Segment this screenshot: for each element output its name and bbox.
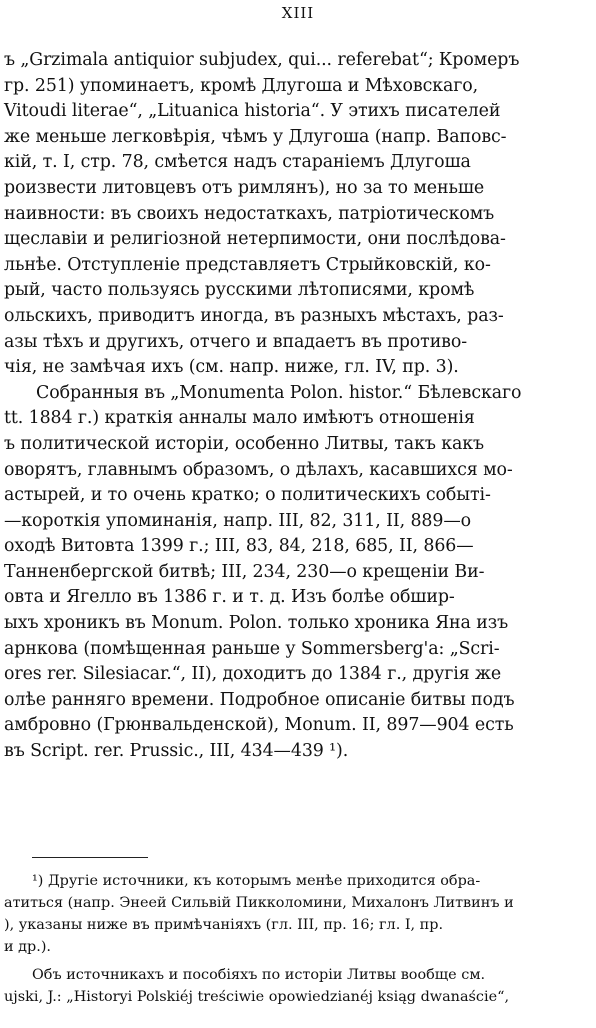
footnote-line: и др.).: [4, 939, 52, 955]
text-line: Танненбергской битвѣ; III, 234, 230—о крещеніи Ви-: [4, 561, 485, 582]
text-line: ыхъ хроникъ въ Monum. Polon. только хроника Яна изъ: [4, 613, 509, 634]
text-line: щеславіи и религіозной нетерпимости, они послѣдова-: [4, 229, 506, 250]
text-line: кій, т. I, стр. 78, смѣется надъ стараніемъ Длугоша: [4, 152, 471, 173]
text-line: олѣе ранняго времени. Подробное описаніе битвы подъ: [4, 689, 515, 710]
text-line: амбровно (Грюнвальденской), Monum. II, 897—904 есть: [4, 715, 514, 736]
text-line: наивности: въ своихъ недостаткахъ, патріотическомъ: [4, 203, 495, 224]
text-line: ъ политической исторіи, особенно Литвы, такъ какъ: [4, 433, 485, 454]
footnote-line: ujski, J.: „Historyi Polskiéj treściwie opowiedzianéj ksiąg dwanaście“,: [4, 989, 510, 1005]
footnote-line: ), указаны ниже въ примѣчаніяхъ (гл. III, пр. 16; гл. I, пр.: [4, 917, 444, 933]
footnote-line: ¹) Другіе источники, къ которымъ менѣе приходится обра-: [32, 873, 481, 889]
page-number: XIII: [281, 4, 315, 22]
text-line: астырей, и то очень кратко; о политическихъ событі-: [4, 485, 491, 506]
text-line: оходѣ Витовта 1399 г.; III, 83, 84, 218, 685, II, 866—: [4, 536, 474, 557]
text-line: —короткія упоминанія, напр. III, 82, 311, II, 889—о: [4, 510, 472, 531]
text-line: азы тѣхъ и другихъ, отчего и впадаетъ въ противо-: [4, 331, 468, 352]
footnote-line: атиться (напр. Энеей Сильвій Пикколомини, Михалонъ Литвинъ и: [4, 895, 514, 911]
text-line: tt. 1884 г.) краткія анналы мало имѣютъ отношенія: [4, 408, 475, 429]
text-line: рый, часто пользуясь русскими лѣтописями, кромѣ: [4, 280, 475, 301]
main-text: [0, 48, 596, 765]
text-line: овта и Ягелло въ 1386 г. и т. д. Изъ болѣе обшир-: [4, 587, 455, 608]
footnotes: [0, 870, 596, 1008]
footnote-line: Объ источникахъ и пособіяхъ по исторіи Литвы вообще см.: [32, 967, 486, 983]
text-line: оворятъ, главнымъ образомъ, о дѣлахъ, касавшихся мо-: [4, 459, 513, 480]
footnote-divider: [32, 857, 148, 858]
text-line: ольскихъ, приводитъ иногда, въ разныхъ мѣстахъ, раз-: [4, 305, 504, 326]
text-line: арнкова (помѣщенная раньше у Sommersberg'a: „Scri-: [4, 638, 500, 659]
text-line: Vitoudi literae“, „Lituanica historia“. У этихъ писателей: [4, 101, 501, 122]
text-line: Собранныя въ „Monumenta Polon. histor.“ Бѣлевскаго: [36, 382, 522, 403]
text-line: чія, не замѣчая ихъ (см. напр. ниже, гл. IV, пр. 3).: [4, 357, 459, 378]
text-line: же меньше легковѣрія, чѣмъ у Длугоша (напр. Ваповс-: [4, 126, 507, 147]
text-line: гр. 251) упоминаетъ, кромѣ Длугоша и Мѣховскаго,: [4, 75, 479, 96]
text-line: ъ „Grzimala antiquior subjudex, qui... referebat“; Кромеръ: [4, 50, 520, 70]
text-line: ores rer. Silesiacar.“, II), доходитъ до 1384 г., другія же: [4, 664, 502, 685]
text-line: роизвести литовцевъ отъ римлянъ), но за то меньше: [4, 177, 485, 198]
text-line: льнѣе. Отступленіе представляетъ Стрыйковскій, ко-: [4, 254, 491, 275]
text-line: въ Script. rer. Prussic., III, 434—439 ¹).: [4, 741, 349, 762]
